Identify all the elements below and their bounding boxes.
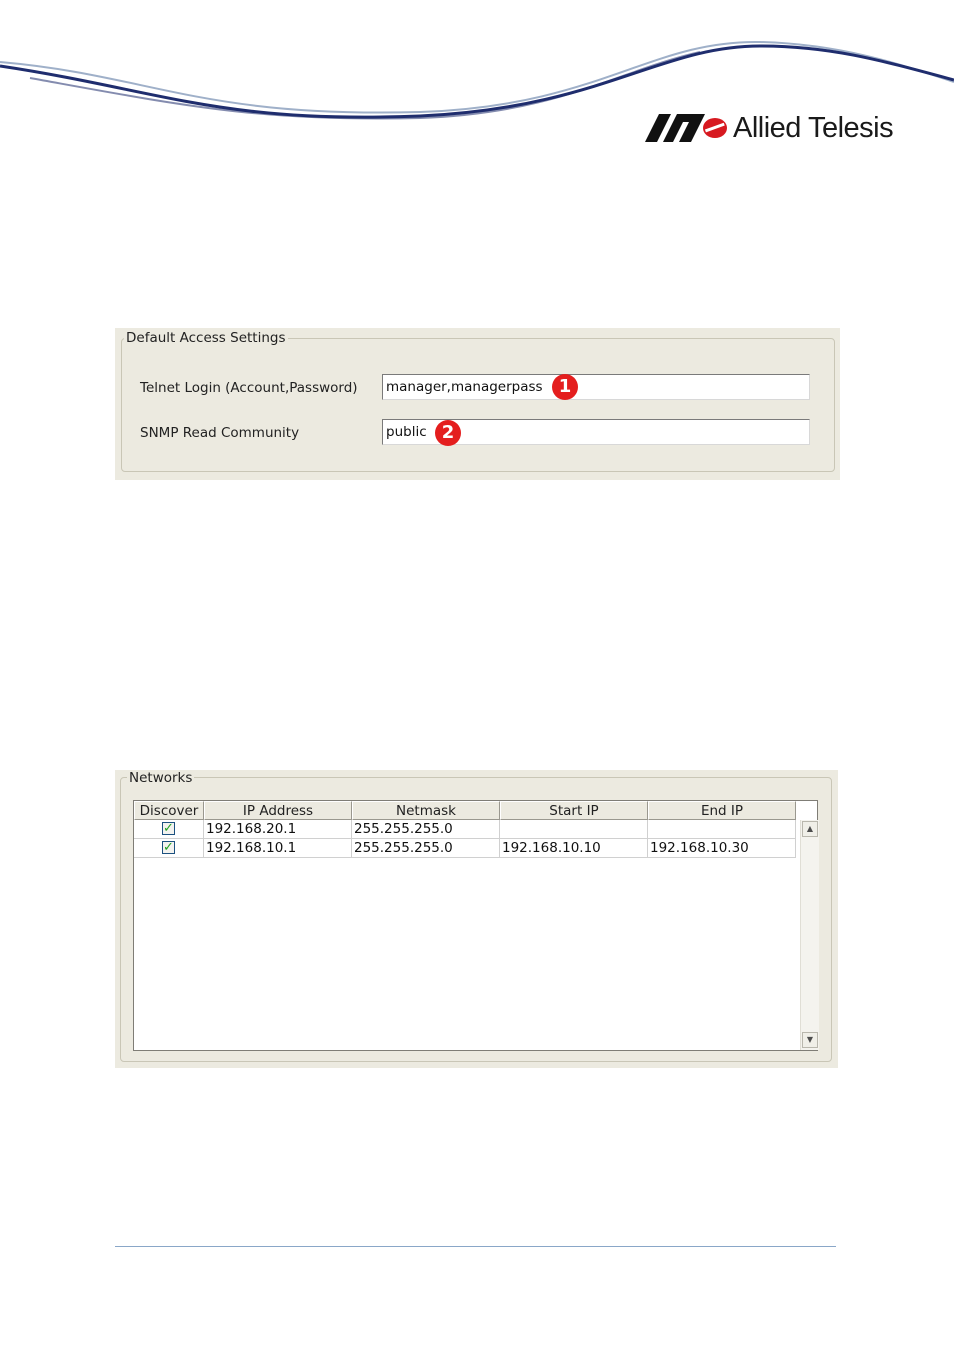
table-row-2-ip[interactable]: 192.168.10.1 [204,839,352,858]
column-header-netmask[interactable]: Netmask [352,801,500,820]
discover-checkbox[interactable] [162,841,175,854]
brand-name: Allied Telesis [733,112,894,144]
table-row-2-discover-cell [134,839,204,858]
table-row-1-start-ip[interactable] [500,820,648,839]
table-vertical-scrollbar[interactable] [800,820,819,1050]
arrow-down-icon[interactable]: ▼ [802,1032,818,1048]
callout-badge-1: 1 [552,374,578,400]
table-row-1-end-ip[interactable] [648,820,796,839]
table-row-1-netmask[interactable]: 255.255.255.0 [352,820,500,839]
table-row-1-discover-cell [134,820,204,839]
networks-panel [115,770,838,1068]
snmp-read-community-field[interactable]: public [382,419,810,445]
table-row-2-start-ip[interactable]: 192.168.10.10 [500,839,648,858]
access-settings-fieldset [121,338,835,472]
logo-mark-icon [645,114,727,142]
default-access-settings-panel [115,328,840,480]
allied-telesis-logo [645,108,905,148]
networks-legend: Networks [129,770,193,786]
discover-checkbox[interactable] [162,822,175,835]
column-header-discover[interactable]: Discover [134,801,204,820]
access-settings-legend: Default Access Settings [126,330,286,346]
table-row-2-end-ip[interactable]: 192.168.10.30 [648,839,796,858]
column-header-start-ip[interactable]: Start IP [500,801,648,820]
column-header-ip-address[interactable]: IP Address [204,801,352,820]
table-row-1-ip[interactable]: 192.168.20.1 [204,820,352,839]
callout-badge-2: 2 [435,420,461,446]
telnet-login-label: Telnet Login (Account,Password) [140,380,358,396]
arrow-up-icon[interactable]: ▲ [802,821,818,837]
snmp-read-community-label: SNMP Read Community [140,425,300,441]
telnet-login-field[interactable]: manager,managerpass [382,374,810,400]
column-header-end-ip[interactable]: End IP [648,801,796,820]
footer-divider [115,1246,836,1247]
networks-table [133,800,818,1051]
table-row-2-netmask[interactable]: 255.255.255.0 [352,839,500,858]
